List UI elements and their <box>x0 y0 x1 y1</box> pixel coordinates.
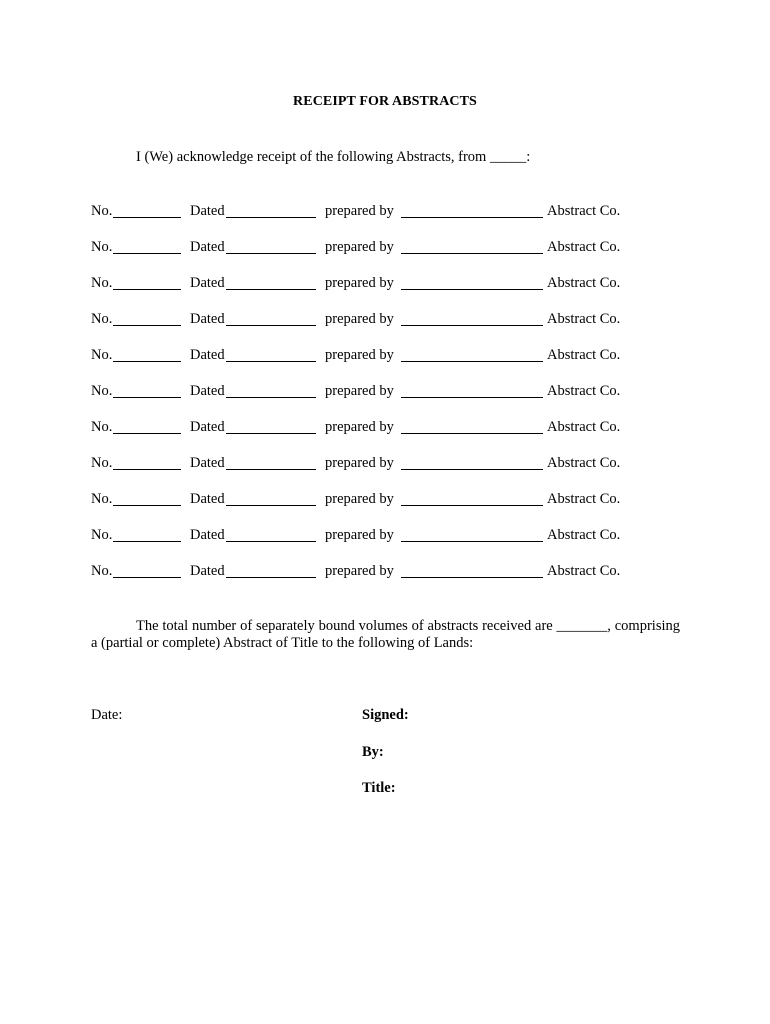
no-label: No. <box>91 419 113 435</box>
dated-label: Dated <box>190 275 225 291</box>
no-blank-line[interactable] <box>113 541 181 542</box>
prepared-by-blank-line[interactable] <box>401 325 543 326</box>
abstract-row <box>91 527 651 563</box>
prepared-by-label: prepared by <box>325 383 394 399</box>
no-blank-line[interactable] <box>113 469 181 470</box>
no-label: No. <box>91 203 113 219</box>
abstract-row <box>91 275 651 311</box>
prepared-by-blank-line[interactable] <box>401 397 543 398</box>
abstract-row <box>91 239 651 275</box>
dated-blank-line[interactable] <box>226 397 316 398</box>
document-title: RECEIPT FOR ABSTRACTS <box>293 94 477 109</box>
prepared-by-blank-line[interactable] <box>401 253 543 254</box>
prepared-by-label: prepared by <box>325 563 394 579</box>
no-blank-line[interactable] <box>113 325 181 326</box>
no-label: No. <box>91 491 113 507</box>
dated-blank-line[interactable] <box>226 577 316 578</box>
abstract-row <box>91 383 651 419</box>
dated-blank-line[interactable] <box>226 253 316 254</box>
dated-blank-line[interactable] <box>226 289 316 290</box>
abstract-co-label: Abstract Co. <box>547 311 621 327</box>
abstract-row <box>91 455 651 491</box>
no-label: No. <box>91 383 113 399</box>
dated-label: Dated <box>190 383 225 399</box>
abstract-row <box>91 311 651 347</box>
abstract-co-label: Abstract Co. <box>547 383 621 399</box>
signed-label: Signed: <box>362 707 409 723</box>
prepared-by-blank-line[interactable] <box>401 289 543 290</box>
no-blank-line[interactable] <box>113 217 181 218</box>
no-blank-line[interactable] <box>113 577 181 578</box>
prepared-by-label: prepared by <box>325 455 394 471</box>
prepared-by-label: prepared by <box>325 203 394 219</box>
prepared-by-label: prepared by <box>325 527 394 543</box>
prepared-by-blank-line[interactable] <box>401 361 543 362</box>
prepared-by-blank-line[interactable] <box>401 469 543 470</box>
prepared-by-blank-line[interactable] <box>401 541 543 542</box>
abstract-row <box>91 419 651 455</box>
dated-label: Dated <box>190 311 225 327</box>
no-label: No. <box>91 563 113 579</box>
by-label: By: <box>362 744 384 760</box>
dated-blank-line[interactable] <box>226 469 316 470</box>
total-volumes-text: The total number of separately bound volumes of abstracts received are _______, comprising a (partial or complete) Abstract of Title to the following of Lands: <box>91 618 680 651</box>
abstract-co-label: Abstract Co. <box>547 347 621 363</box>
prepared-by-label: prepared by <box>325 275 394 291</box>
abstract-co-label: Abstract Co. <box>547 455 621 471</box>
prepared-by-label: prepared by <box>325 311 394 327</box>
no-label: No. <box>91 239 113 255</box>
prepared-by-label: prepared by <box>325 239 394 255</box>
no-blank-line[interactable] <box>113 505 181 506</box>
dated-blank-line[interactable] <box>226 361 316 362</box>
abstract-row <box>91 491 651 527</box>
prepared-by-label: prepared by <box>325 491 394 507</box>
dated-blank-line[interactable] <box>226 217 316 218</box>
dated-blank-line[interactable] <box>226 325 316 326</box>
abstract-co-label: Abstract Co. <box>547 419 621 435</box>
dated-label: Dated <box>190 491 225 507</box>
prepared-by-blank-line[interactable] <box>401 217 543 218</box>
no-blank-line[interactable] <box>113 253 181 254</box>
abstract-row <box>91 563 651 599</box>
no-label: No. <box>91 347 113 363</box>
intro-statement: I (We) acknowledge receipt of the following Abstracts, from _____: <box>136 149 531 165</box>
date-label: Date: <box>91 707 123 723</box>
title-label: Title: <box>362 780 396 796</box>
no-label: No. <box>91 455 113 471</box>
dated-label: Dated <box>190 203 225 219</box>
dated-label: Dated <box>190 527 225 543</box>
dated-blank-line[interactable] <box>226 505 316 506</box>
no-label: No. <box>91 311 113 327</box>
abstract-co-label: Abstract Co. <box>547 491 621 507</box>
no-blank-line[interactable] <box>113 289 181 290</box>
prepared-by-blank-line[interactable] <box>401 433 543 434</box>
total-volumes-statement <box>91 618 680 652</box>
no-blank-line[interactable] <box>113 433 181 434</box>
abstract-co-label: Abstract Co. <box>547 203 621 219</box>
abstract-row <box>91 203 651 239</box>
no-blank-line[interactable] <box>113 361 181 362</box>
abstract-co-label: Abstract Co. <box>547 527 621 543</box>
dated-blank-line[interactable] <box>226 433 316 434</box>
no-blank-line[interactable] <box>113 397 181 398</box>
abstract-co-label: Abstract Co. <box>547 563 621 579</box>
no-label: No. <box>91 527 113 543</box>
prepared-by-blank-line[interactable] <box>401 505 543 506</box>
dated-label: Dated <box>190 419 225 435</box>
prepared-by-label: prepared by <box>325 419 394 435</box>
dated-blank-line[interactable] <box>226 541 316 542</box>
dated-label: Dated <box>190 239 225 255</box>
prepared-by-label: prepared by <box>325 347 394 363</box>
abstract-rows <box>91 203 651 599</box>
dated-label: Dated <box>190 455 225 471</box>
abstract-row <box>91 347 651 383</box>
prepared-by-blank-line[interactable] <box>401 577 543 578</box>
no-label: No. <box>91 275 113 291</box>
dated-label: Dated <box>190 563 225 579</box>
dated-label: Dated <box>190 347 225 363</box>
abstract-co-label: Abstract Co. <box>547 239 621 255</box>
abstract-co-label: Abstract Co. <box>547 275 621 291</box>
